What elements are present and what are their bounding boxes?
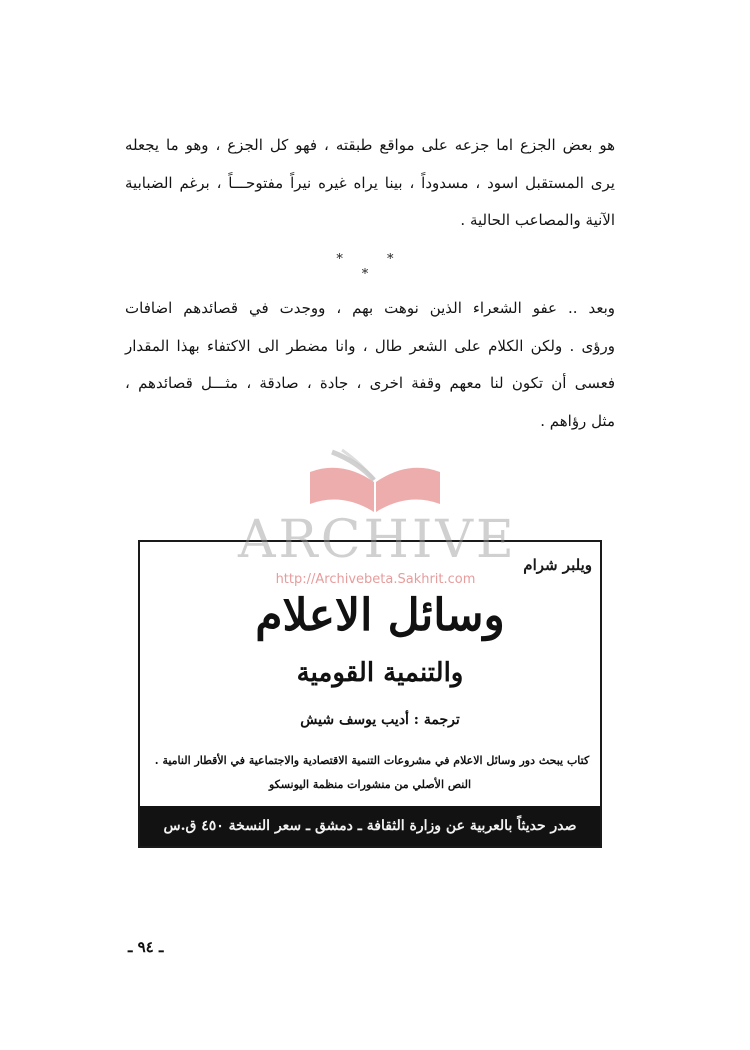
paragraph-2 — [125, 290, 615, 440]
advert-subtitle: والتنمية القومية — [296, 658, 464, 688]
watermark-url: http://Archivebeta.Sakhrit.com — [275, 572, 476, 587]
paragraph-line: وبعد .. عفو الشعراء الذين نوهت بهم ، ووجدت في قصائدهم اضافات — [125, 299, 615, 317]
advert-description: كتاب يبحث دور وسائل الاعلام في مشروعات التنمية الاقتصادية والاجتماعية في الأقطار النامية . — [154, 754, 590, 767]
advert-title: وسائل الاعلام — [255, 590, 505, 641]
advert-translator: ترجمة : أديب يوسف شيش — [300, 712, 460, 728]
paragraph-line: يرى المستقبل اسود ، مسدوداً ، بينا يراه غيره نيراً مفتوحـــاً ، برغم الضبابية — [125, 173, 615, 192]
advert-footer-banner: صدر حديثاً بالعربية عن وزارة الثقافة ـ دمشق ـ سعر النسخة ٤٥٠ ق.س — [140, 806, 600, 846]
paragraph-1 — [125, 127, 615, 240]
section-separator: * * * — [336, 252, 414, 282]
archive-logo-icon — [302, 448, 448, 518]
page-number: ـ ٩٤ ـ — [128, 938, 164, 956]
advert-author: ويلبر شرام — [523, 556, 592, 574]
paragraph-line: ورؤى . ولكن الكلام على الشعر طال ، وانا مضطر الى الاكتفاء بهذا المقدار — [125, 336, 615, 355]
paragraph-line: هو بعض الجزع اما جزعه على مواقع طبقته ، فهو كل الجزع ، وهو ما يجعله — [125, 136, 615, 154]
paragraph-line: مثل رؤاهم . — [540, 411, 615, 430]
paragraph-line: فعسى أن تكون لنا معهم وقفة اخرى ، جادة ، صادقة ، مثـــل قصائدهم ، — [125, 374, 615, 392]
watermark-title: ARCHIVE — [238, 510, 517, 570]
paragraph-line: الآنية والمصاعب الحالية . — [460, 211, 615, 229]
advert-source-note: النص الأصلي من منشورات منظمة اليونسكو — [268, 778, 472, 791]
